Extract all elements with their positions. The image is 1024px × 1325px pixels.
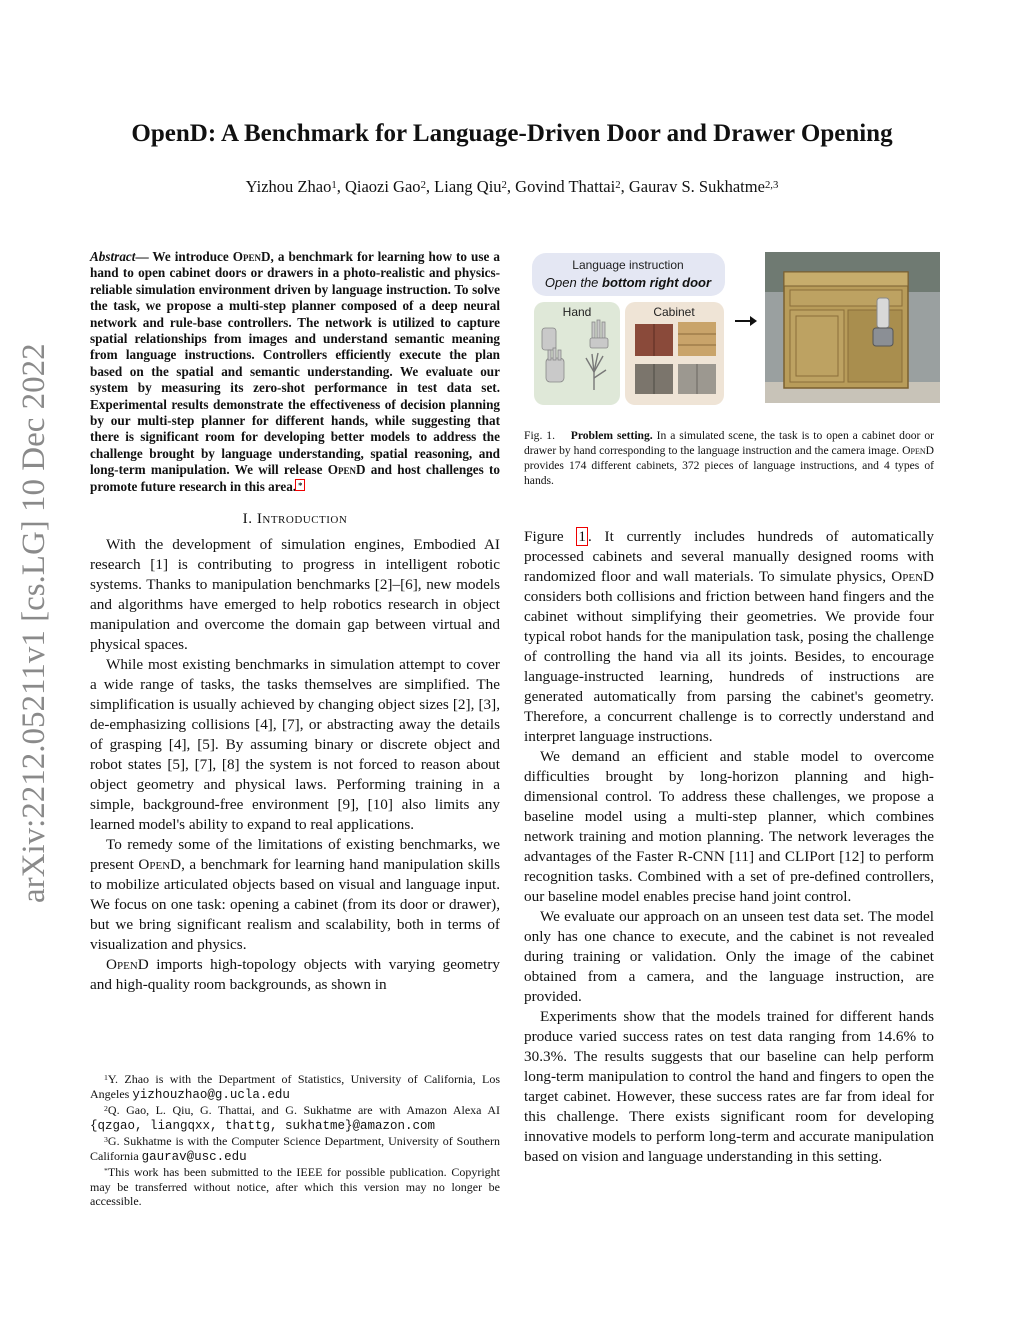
- cabinet-label: Cabinet: [653, 305, 695, 319]
- author: Qiaozi Gao$^2$: [344, 177, 426, 196]
- paper-title: OpenD: A Benchmark for Language-Driven Door and Drawer Opening: [131, 120, 893, 147]
- abstract-lead: Abstract: [90, 249, 136, 264]
- figure-reference-link[interactable]: 1: [578, 528, 586, 545]
- figure-caption: Fig. 1. Problem setting. In a simulated scene, the task is to open a cabinet door or drawer by hand corresponding to the language instruction and the camera image. OpenD provides 174 different cabinets, 372 pieces of language instructions, and 4 types of hands.: [524, 429, 934, 487]
- author: Yizhou Zhao$^1$: [245, 177, 337, 196]
- author: Gaurav S. Sukhatme$^{2,3}$: [628, 177, 779, 196]
- instruction-text: Open the bottom right door: [544, 275, 712, 290]
- scene-image: [765, 252, 940, 403]
- arxiv-side-stamp: arXiv:2212.05211v1 [cs.LG] 10 Dec 2022: [16, 343, 52, 903]
- footnote: $^1$Y. Zhao is with the Department of Statistics, University of California, Los Angeles yizhouzhao@g.ucla.edu: [90, 1072, 500, 1102]
- intro-paragraph: With the development of simulation engines, Embodied AI research [1] is contributing to progress in intelligent robotic systems. Thanks to manipulation benchmarks [2]–[6], new models and algorithms have emerged to help robotics research in object manipulation and overcome the domain gap between virtual and physical spaces.: [90, 536, 500, 654]
- body-paragraph: Figure 1 . It currently includes hundreds of automatically processed cabinets and several manually designed rooms with randomized floor and wall materials. To simulate physics, OpenD considers both collisions and friction between hand fingers and the cabinet without simplifying their geometries. We provide four typical robot hands for the manipulation task, posing the challenge of controlling the hand via all its joints. Besides, to encourage language-instructed learning, hundreds of instructions are generated automatically from parsing the cabinet's geometry. Therefore, a concurrent challenge is to correctly understand and interpret language instructions.: [524, 528, 934, 745]
- body-paragraph: Experiments show that the models trained for different hands produce varied success rates on test data ranging from 14.6% to 30.3%. The results suggests that our baseline can help perform long-term manipulation to control the hand and fingers to open the target cabinet. However, these success rates are far from ideal for this challenge. There exists significant room for developing innovative models to perform long-term and accurate manipulation based on vision and language understanding in this setting.: [524, 1008, 934, 1165]
- left-column: [90, 249, 500, 995]
- instruction-label: Language instruction: [572, 258, 684, 272]
- footnote: *This work has been submitted to the IEEE for possible publication. Copyright may be transferred without notice, after which this version may no longer be accessible.: [90, 1165, 500, 1208]
- intro-paragraph: While most existing benchmarks in simulation attempt to cover a wide range of tasks, the tasks themselves are simplified. The simplification is usually achieved by changing object sizes [2], [3], de-emphasizing collisions [4], [7], or abstracting away the details of grasping [4], [5]. By assuming binary or discrete object and robot states [5], [7], [8] the system is not forced to reason about object geometry and physical laws. Performing training in a simple, background-free environment [9], [10] also limits any learned model's ability to expand to real applications.: [90, 656, 500, 834]
- figure-illustration: [532, 250, 940, 405]
- footnote: $^2$Q. Gao, L. Qiu, G. Thattai, and G. Sukhatme are with Amazon Alexa AI {qzgao, liangqxx, thattg, sukhatme}@amazon.com: [90, 1103, 500, 1133]
- right-column: [524, 527, 934, 1167]
- author-list: Yizhou Zhao$^1$, Qiaozi Gao$^2$, Liang Qiu$^2$, Govind Thattai$^2$, Gaurav S. Sukhatme$^{2,3}$: [245, 177, 779, 196]
- figure-1: [532, 250, 940, 405]
- body-paragraph: We demand an efficient and stable model to overcome difficulties brought by long-horizon planning and high-dimensional control. To address these challenges, we propose a baseline model using a multi-step planner, which combines network training and motion planning. The network leverages the advantages of the Faster R-CNN [11] and CLIPort [12] to perform recognition tasks. Combined with a set of pre-defined controllers, our baseline model enables precise hand joint control.: [524, 748, 934, 905]
- hand-label: Hand: [562, 305, 592, 319]
- author: Govind Thattai$^2$: [515, 177, 621, 196]
- footnotes: [90, 1072, 500, 1210]
- arrow-right-icon: [735, 316, 757, 326]
- intro-paragraph: OpenD imports high-topology objects with varying geometry and high-quality room backgrounds, as shown in: [90, 956, 500, 994]
- author: Liang Qiu$^2$: [434, 177, 507, 196]
- section-heading: I. Introduction: [242, 510, 348, 528]
- footnote-link[interactable]: *: [298, 479, 303, 490]
- footnote: $^3$G. Sukhatme is with the Computer Science Department, University of Southern California gaurav@usc.edu: [90, 1134, 500, 1164]
- intro-paragraph: To remedy some of the limitations of existing benchmarks, we present OpenD, a benchmark for learning hand manipulation skills to mobilize articulated objects based on visual and language input. We focus on one task: opening a cabinet (from its door or drawer), but we bring significant realism and scalability, both in terms of visualization and physics.: [90, 836, 500, 954]
- body-paragraph: We evaluate our approach on an unseen test data set. The model only has one chance to execute, and the cabinet is not revealed during training or validation. Only the image of the cabinet obtained from a camera, and the language instruction, are provided.: [524, 908, 934, 1005]
- abstract: Abstract— We introduce OpenD, a benchmark for learning how to use a hand to open cabinet doors or drawers in a photo-realistic and physics-reliable simulation environment driven by language instruction. To solve the task, we propose a multi-step planner composed of a deep neural network and rule-base controllers. The network is utilized to capture spatial relationships from images and understand semantic meaning from language instructions. Controllers efficiently execute the plan based on the spatial and semantic understanding. We evaluate our system by measuring its zero-shot performance in test data set. Experimental results demonstrate the effectiveness of decision planning by our multi-step planner for different hands, while suggesting that there is significant room for developing better models to address the challenge brought by language understanding, spatial reasoning, and long-term manipulation. We will release OpenD and host challenges to promote future research in this area. *: [90, 249, 500, 494]
